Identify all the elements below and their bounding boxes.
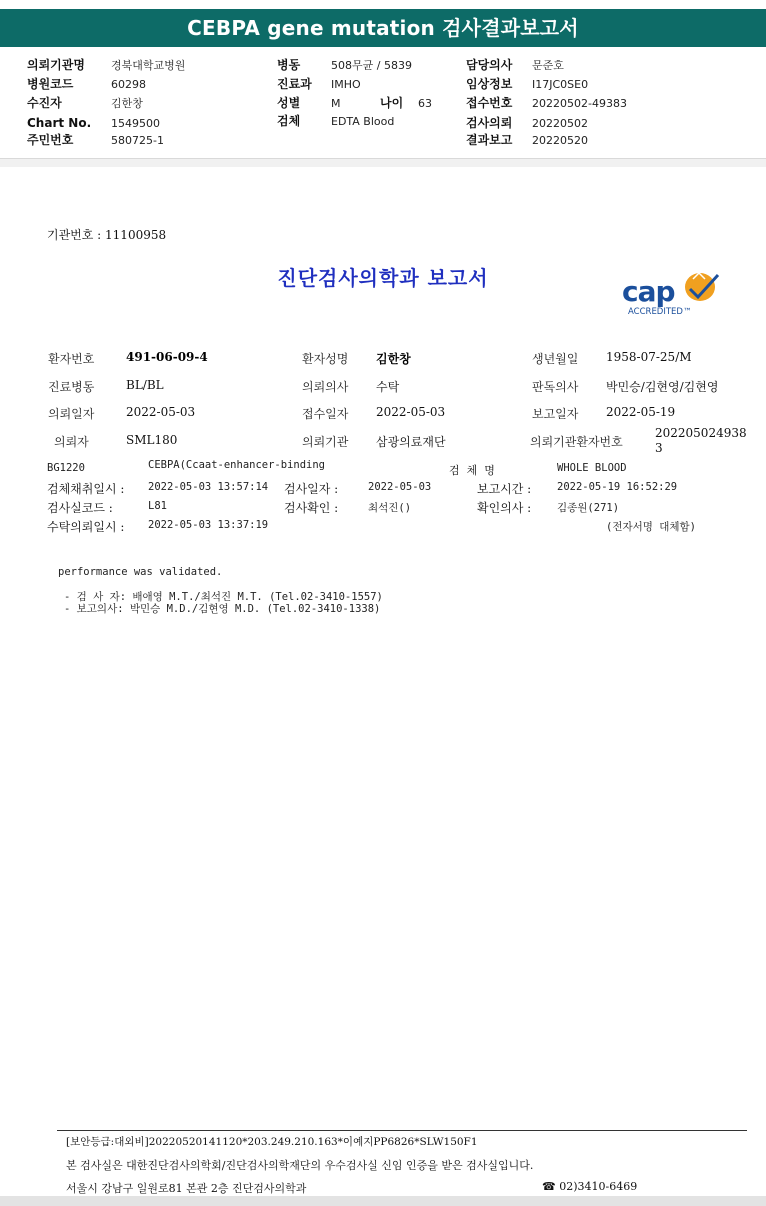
label-patient: 수진자 xyxy=(27,96,62,110)
document-title: CEBPA gene mutation 검사결과보고서 xyxy=(0,9,766,47)
value-clinical-info: I17JC0SE0 xyxy=(532,78,589,91)
label-chart-no: Chart No. xyxy=(27,116,92,130)
label-ward: 병동 xyxy=(277,58,301,72)
label-confirm-doctor: 확인의사 : xyxy=(477,501,532,515)
lab-phone: ☎ 02)3410-6469 xyxy=(542,1180,638,1193)
label-result-report: 결과보고 xyxy=(466,133,513,147)
label-patient-name: 환자성명 xyxy=(302,352,349,366)
label-requester: 의뢰자 xyxy=(54,435,89,449)
label-report-time: 보고시간 : xyxy=(477,482,532,496)
value-birth-date: 1958-07-25/M xyxy=(606,350,692,364)
label-hospital-code: 병원코드 xyxy=(27,77,74,91)
header-divider xyxy=(0,158,766,167)
label-reading-doctor: 판독의사 xyxy=(532,380,579,394)
label-test-date: 검사일자 : xyxy=(284,482,339,496)
value-hospital-code: 60298 xyxy=(111,78,146,91)
label-attending-doctor: 담당의사 xyxy=(466,58,513,72)
label-receipt-date: 접수일자 xyxy=(302,407,349,421)
value-sex: M xyxy=(331,97,341,110)
label-request-date: 의뢰일자 xyxy=(48,407,95,421)
value-result-report: 20220520 xyxy=(532,134,588,147)
label-ward-code: 진료병동 xyxy=(48,380,95,394)
reporting-doctor-line: - 보고의사: 박민승 M.D./김현영 M.D. (Tel.02-3410-1338) xyxy=(64,603,381,615)
cap-logo-subtext: ACCREDITED™ xyxy=(628,307,692,317)
certification-note: 본 검사실은 대한진단검사의학회/진단검사의학재단의 우수검사실 신임 인증을 받은 검사실입니다. xyxy=(66,1159,534,1172)
value-age: 63 xyxy=(418,97,432,110)
value-test-request: 20220502 xyxy=(532,117,588,130)
value-accession-no: 20220502-49383 xyxy=(532,97,627,110)
value-test-confirm: 최석진() xyxy=(368,502,412,514)
cap-logo-word: cap xyxy=(622,275,675,308)
value-requesting-agency: 삼광의료재단 xyxy=(376,435,446,449)
label-requesting-institution: 의뢰기관명 xyxy=(27,58,85,72)
specimen-name-label: 검 체 명 xyxy=(449,464,495,477)
value-attending-doctor: 문준호 xyxy=(532,59,564,72)
validation-note: performance was validated. xyxy=(58,566,223,578)
value-agency-patient-no: 202205024938 xyxy=(655,426,747,440)
label-agency-patient-no: 의뢰기관환자번호 xyxy=(530,435,623,449)
value-reading-doctor: 박민승/김현영/김현영 xyxy=(606,380,719,394)
label-report-date: 보고일자 xyxy=(532,407,579,421)
label-lab-code: 검사실코드 : xyxy=(47,501,113,515)
value-chart-no: 1549500 xyxy=(111,117,160,130)
cap-accredited-logo xyxy=(622,271,722,317)
value-collection-time: 2022-05-03 13:57:14 xyxy=(148,481,269,493)
value-report-time: 2022-05-19 16:52:29 xyxy=(557,481,678,493)
tester-line: - 검 사 자: 배애영 M.T./최석진 M.T. (Tel.02-3410-1557) xyxy=(64,591,383,603)
label-specimen: 검체 xyxy=(277,114,301,128)
footer-divider xyxy=(57,1130,747,1131)
value-resident-no: 580725-1 xyxy=(111,134,164,147)
value-receipt-date: 2022-05-03 xyxy=(376,405,446,419)
label-birth-date: 생년월일 xyxy=(532,352,579,366)
value-department: IMHO xyxy=(331,78,361,91)
value-requesting-doctor: 수탁 xyxy=(376,380,400,394)
label-patient-number: 환자번호 xyxy=(48,352,95,366)
value-test-date: 2022-05-03 xyxy=(368,481,432,493)
cap-logo-icon xyxy=(622,271,722,317)
label-clinical-info: 임상정보 xyxy=(466,77,513,91)
test-code: BG1220 xyxy=(47,462,85,474)
label-test-confirm: 검사확인 : xyxy=(284,501,339,515)
label-age: 나이 xyxy=(380,96,404,110)
label-collection-time: 검체채취일시 : xyxy=(47,482,125,496)
specimen-name-value: WHOLE BLOOD xyxy=(557,462,627,474)
lab-address: 서울시 강남구 일원로81 본관 2층 진단검사의학과 xyxy=(66,1182,307,1195)
value-confirm-doctor: 김종원(271) xyxy=(557,502,620,514)
label-department: 진료과 xyxy=(277,77,312,91)
label-sex: 성별 xyxy=(277,96,301,110)
value-ward-code: BL/BL xyxy=(126,378,164,392)
value-requester: SML180 xyxy=(126,433,178,447)
value-patient: 김한창 xyxy=(111,97,143,110)
value-ward: 508무균 / 5839 xyxy=(331,59,412,72)
value-report-date: 2022-05-19 xyxy=(606,405,676,419)
label-consign-time: 수탁의뢰일시 : xyxy=(47,520,125,534)
value-agency-patient-no-cont: 3 xyxy=(655,441,663,455)
value-lab-code: L81 xyxy=(148,500,167,512)
electronic-signature-note: (전자서명 대체함) xyxy=(606,521,696,533)
test-name: CEBPA(Ccaat-enhancer-binding xyxy=(148,459,326,471)
value-patient-number: 491-06-09-4 xyxy=(126,350,208,364)
value-request-date: 2022-05-03 xyxy=(126,405,196,419)
label-requesting-agency: 의뢰기관 xyxy=(302,435,349,449)
value-consign-time: 2022-05-03 13:37:19 xyxy=(148,519,269,531)
label-requesting-doctor: 의뢰의사 xyxy=(302,380,349,394)
page-bottom-band xyxy=(0,1196,766,1206)
label-test-request: 검사의뢰 xyxy=(466,116,513,130)
report-heading: 진단검사의학과 보고서 xyxy=(277,266,489,290)
security-line: [보안등급:대외비]20220520141120*203.249.210.163*이예지PP6826*SLW150F1 xyxy=(66,1136,478,1148)
value-requesting-institution: 경북대학교병원 xyxy=(111,59,186,72)
institution-number: 기관번호 : 11100958 xyxy=(47,228,167,242)
value-patient-name: 김한창 xyxy=(376,352,411,366)
label-accession-no: 접수번호 xyxy=(466,96,513,110)
value-specimen: EDTA Blood xyxy=(331,115,395,128)
label-resident-no: 주민번호 xyxy=(27,133,74,147)
